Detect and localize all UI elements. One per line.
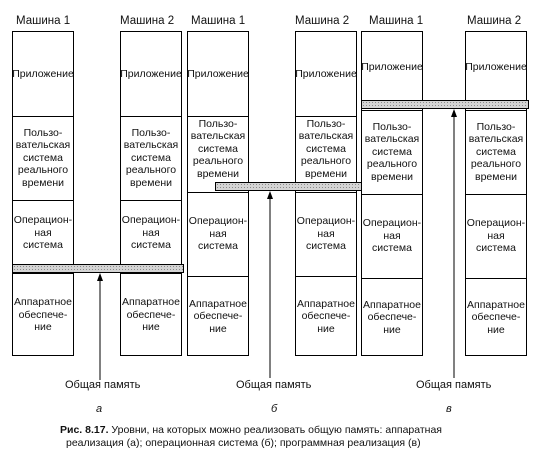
machine-1-stack [12, 31, 74, 356]
layer-realtime-system: Пользо- вательская система реального времени [15, 126, 71, 189]
shared-memory-bar [215, 182, 385, 191]
shared-memory-label: Общая память [236, 379, 312, 391]
layer-realtime-system: Пользо- вательская система реального времени [468, 120, 524, 183]
machine-2-label: Машина 2 [467, 15, 522, 27]
layer-hardware: Аппаратное обеспече- ние [189, 297, 247, 335]
layer-operating-system: Операцион- ная система [466, 217, 526, 255]
layer-operating-system: Операцион- ная система [362, 217, 422, 255]
layer-hardware: Аппаратное обеспече- ние [297, 297, 355, 335]
panel-letter: в [446, 403, 452, 415]
layer-operating-system: Операцион- ная система [121, 214, 181, 252]
layer-realtime-system: Пользо- вательская система реального времени [298, 117, 354, 180]
layer-application: Приложение [187, 67, 249, 80]
layer-realtime-system: Пользо- вательская система реального времени [123, 126, 179, 189]
panel-a [12, 0, 188, 415]
layer-operating-system: Операцион- ная система [13, 214, 73, 252]
panel-c [361, 0, 537, 415]
machine-2-stack [465, 31, 527, 356]
layer-application: Приложение [120, 67, 182, 80]
caption-line-2: реализация (а); операционная система (б); программная реализация (в) [66, 437, 421, 449]
machine-2-label: Машина 2 [120, 15, 175, 27]
figure-caption [60, 424, 530, 450]
shared-memory-arrow [444, 108, 464, 380]
shared-memory-label: Общая память [416, 379, 492, 391]
shared-memory-label: Общая память [65, 379, 141, 391]
shared-memory-arrow [90, 272, 110, 382]
panel-letter: а [96, 403, 103, 415]
figure-number: Рис. 8.17. [60, 424, 109, 436]
machine-1-label: Машина 1 [369, 15, 424, 27]
machine-2-stack [120, 31, 182, 356]
machine-2-label: Машина 2 [295, 15, 350, 27]
layer-application: Приложение [12, 67, 74, 80]
machine-1-stack [187, 31, 249, 356]
panel-b [187, 0, 363, 415]
shared-memory-arrow [260, 190, 280, 380]
layer-hardware: Аппаратное обеспече- ние [363, 298, 421, 336]
layer-realtime-system: Пользо- вательская система реального времени [364, 120, 420, 183]
layer-hardware: Аппаратное обеспече- ние [467, 298, 525, 336]
panel-letter: б [271, 403, 278, 415]
machine-2-stack [295, 31, 357, 356]
machine-1-stack [361, 31, 423, 356]
layer-application: Приложение [361, 60, 423, 73]
layer-operating-system: Операцион- ная система [296, 215, 356, 253]
caption-line-1 [60, 424, 530, 437]
layer-application: Приложение [295, 67, 357, 80]
layer-realtime-system: Пользо- вательская система реального времени [190, 117, 246, 180]
layer-application: Приложение [465, 60, 527, 73]
machine-1-label: Машина 1 [191, 15, 246, 27]
layer-hardware: Аппаратное обеспече- ние [122, 296, 180, 334]
layer-hardware: Аппаратное обеспече- ние [14, 296, 72, 334]
caption-text-1: Уровни, на которых можно реализовать общую память: аппаратная [111, 424, 442, 436]
machine-1-label: Машина 1 [16, 15, 71, 27]
layer-operating-system: Операцион- ная система [188, 215, 248, 253]
